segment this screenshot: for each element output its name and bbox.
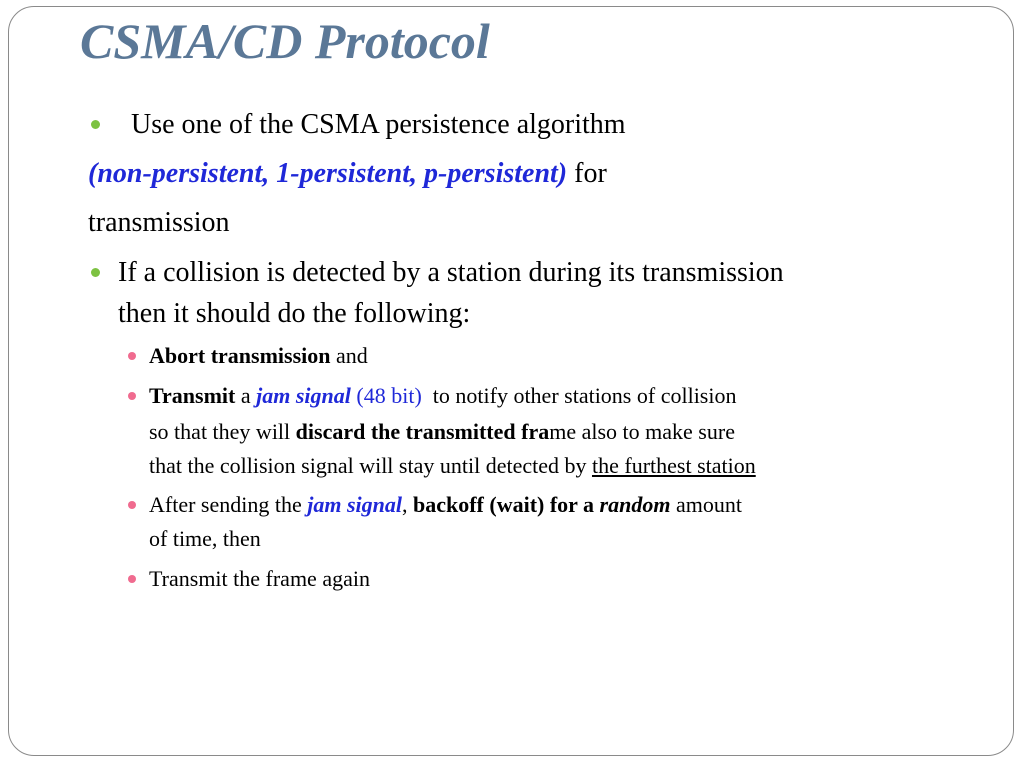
sub2-line2	[149, 418, 735, 446]
comma: ,	[401, 492, 408, 517]
slide-title: CSMA/CD Protocol	[80, 13, 490, 69]
bullet-dot	[91, 268, 100, 277]
jam-signal-term: jam signal	[256, 383, 351, 408]
bullet2-line1	[118, 256, 784, 290]
sub3-line1	[149, 491, 742, 519]
bullet1-line1	[131, 108, 626, 142]
persistence-types: (non-persistent, 1-persistent, p-persistent)	[88, 158, 568, 189]
bullet2-text-1: If a collision is detected by a station during its transmission	[118, 257, 784, 288]
a-text: a	[240, 383, 251, 408]
bullet1-line2	[88, 157, 607, 191]
for-text: for	[574, 158, 607, 189]
me-also-text: me also to make sure	[549, 419, 735, 444]
sub-bullet-dot	[128, 575, 136, 583]
of-time-text: of time, then	[149, 526, 261, 551]
transmission-text: transmission	[88, 207, 230, 238]
abort-transmission: Abort transmission	[149, 343, 331, 368]
bullet1-line3	[88, 206, 230, 240]
bit-count: (48 bit)	[356, 383, 422, 408]
transmit-bold: Transmit	[149, 383, 236, 408]
so-that-text: so that they will	[149, 419, 291, 444]
sub-bullet-dot	[128, 392, 136, 400]
amount-text: amount	[675, 492, 742, 517]
transmit-again-text: Transmit the frame again	[149, 566, 370, 591]
bullet-dot	[91, 120, 100, 129]
bullet2-text-2: then it should do the following:	[118, 298, 471, 329]
notify-text: to notify other stations of collision	[432, 383, 737, 408]
and-text: and	[336, 343, 368, 368]
sub3-line2	[149, 525, 261, 553]
sub2-line3	[149, 452, 756, 480]
discard-bold: discard the transmitted fra	[295, 419, 550, 444]
sub4-line	[149, 565, 370, 593]
backoff-bold: backoff (wait) for a	[412, 492, 595, 517]
random-term: random	[599, 492, 671, 517]
sub-bullet-dot	[128, 352, 136, 360]
furthest-station: the furthest station	[591, 453, 756, 478]
after-sending-text: After sending the	[149, 492, 302, 517]
bullet1-text: Use one of the CSMA persistence algorithm	[131, 109, 626, 140]
collision-signal-text: that the collision signal will stay until detected by	[149, 453, 587, 478]
jam-signal-term-2: jam signal	[307, 492, 402, 517]
sub1-line	[149, 342, 368, 370]
sub-bullet-dot	[128, 501, 136, 509]
sub2-line1	[149, 382, 736, 410]
bullet2-line2	[118, 297, 470, 331]
